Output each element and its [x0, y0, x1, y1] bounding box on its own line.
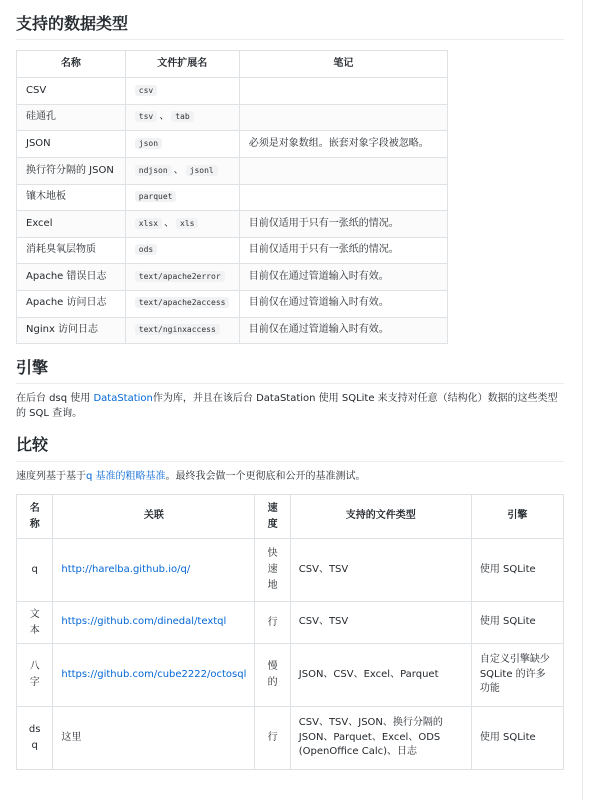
- extension-code: ods: [135, 244, 157, 255]
- tool-engine-cell: 使用 SQLite: [471, 539, 563, 602]
- tool-file-types-cell: CSV、TSV: [290, 602, 471, 644]
- tool-link-cell: [53, 539, 255, 602]
- tool-link[interactable]: http://harelba.github.io/q/: [61, 563, 191, 575]
- table-row: [17, 131, 448, 158]
- type-name-cell: Apache 错误日志: [17, 264, 126, 291]
- type-extension-cell: [125, 237, 239, 264]
- extension-separator: 、: [164, 217, 175, 229]
- table-row: [17, 290, 448, 317]
- tool-name-cell: [17, 539, 53, 602]
- column-header-extension: 文件扩展名: [125, 51, 239, 78]
- table-row: [17, 707, 564, 770]
- tool-engine-cell: 使用 SQLite: [471, 707, 563, 770]
- table-row: [17, 264, 448, 291]
- engine-text-before: 在后台 dsq 使用: [16, 393, 94, 405]
- tool-speed-cell: [255, 602, 290, 644]
- type-note-cell: 目前仅适用于只有一张纸的情况。: [239, 211, 447, 238]
- type-note-cell: [239, 157, 447, 184]
- type-name-cell: 镶木地板: [17, 184, 126, 211]
- supported-types-table: [16, 50, 448, 344]
- type-extension-cell: [125, 157, 239, 184]
- extension-code: jsonl: [186, 165, 218, 176]
- type-note-cell: [239, 184, 447, 211]
- type-note-cell: [239, 104, 447, 131]
- table-row: [17, 211, 448, 238]
- type-extension-cell: [125, 264, 239, 291]
- heading-supported-types: 支持的数据类型: [16, 0, 564, 40]
- type-note-cell: 目前仅在通过管道输入时有效。: [239, 290, 447, 317]
- type-note-cell: [239, 78, 447, 105]
- column-header-engine: 引擎: [471, 495, 563, 539]
- type-name-cell: JSON: [17, 131, 126, 158]
- tool-speed: 行: [267, 732, 278, 743]
- tool-file-types-cell: CSV、TSV、JSON、换行分隔的 JSON、Parquet、Excel、ODS (OpenOffice Calc)、日志: [290, 707, 471, 770]
- tool-link-cell: [53, 707, 255, 770]
- tool-name: 八字: [29, 661, 40, 688]
- table-row: [17, 157, 448, 184]
- type-extension-cell: [125, 317, 239, 344]
- type-note-cell: 目前仅在通过管道输入时有效。: [239, 264, 447, 291]
- type-note-cell: 必须是对象数组。嵌套对象字段被忽略。: [239, 131, 447, 158]
- tool-name: 文本: [29, 608, 40, 636]
- table-header-row: [17, 495, 564, 539]
- type-extension-cell: [125, 131, 239, 158]
- tool-file-types-cell: CSV、TSV: [290, 539, 471, 602]
- heading-engine: 引擎: [16, 356, 564, 384]
- benchmark-link[interactable]: q 基准的粗略基准: [86, 470, 166, 482]
- tool-speed: 行: [267, 616, 278, 628]
- extension-separator: 、: [173, 164, 184, 176]
- extension-code: csv: [135, 85, 157, 96]
- supported-types-body: [17, 78, 448, 344]
- extension-code: text/nginxaccess: [135, 324, 220, 335]
- table-header-row: [17, 51, 448, 78]
- tool-link[interactable]: https://github.com/dinedal/textql: [61, 616, 227, 628]
- tool-name-cell: [17, 644, 53, 707]
- heading-comparison: 比较: [16, 433, 564, 461]
- comparison-text-after: 。最终我会做一个更彻底和公开的基准测试。: [165, 470, 366, 482]
- type-extension-cell: [125, 211, 239, 238]
- table-row: [17, 644, 564, 707]
- type-extension-cell: [125, 104, 239, 131]
- type-note-cell: 目前仅在通过管道输入时有效。: [239, 317, 447, 344]
- engine-paragraph: [16, 392, 564, 421]
- extension-separator: 、: [159, 111, 170, 123]
- type-name-cell: Nginx 访问日志: [17, 317, 126, 344]
- table-row: [17, 184, 448, 211]
- table-row: [17, 237, 448, 264]
- type-name-cell: Excel: [17, 211, 126, 238]
- column-header-link: 关联: [53, 495, 255, 539]
- type-extension-cell: [125, 78, 239, 105]
- column-header-file-types: 支持的文件类型: [290, 495, 471, 539]
- column-header-notes: 笔记: [239, 51, 447, 78]
- column-header-name: 名称: [17, 51, 126, 78]
- column-header-name: 名称: [17, 495, 53, 539]
- extension-code: ndjson: [135, 165, 172, 176]
- engine-text-after: 作为库，并且在该后台 DataStation 使用 SQLite 来支持对任意（结构化）数据的这些类型的 SQL 查询。: [16, 393, 558, 419]
- extension-code: tsv: [135, 111, 157, 122]
- table-row: [17, 104, 448, 131]
- scroll-divider: [582, 0, 583, 800]
- tool-link[interactable]: https://github.com/cube2222/octosql: [61, 668, 247, 680]
- extension-code: text/apache2access: [135, 297, 230, 308]
- tool-file-types-cell: JSON、CSV、Excel、Parquet: [290, 644, 471, 707]
- extension-code: xls: [176, 218, 198, 229]
- type-name-cell: Apache 访问日志: [17, 290, 126, 317]
- tool-speed-cell: [255, 707, 290, 770]
- comparison-paragraph: [16, 470, 564, 485]
- tool-name-cell: [17, 602, 53, 644]
- table-row: [17, 317, 448, 344]
- extension-code: text/apache2error: [135, 271, 225, 282]
- tool-engine-cell: 自定义引擎缺少 SQLite 的许多功能: [471, 644, 563, 707]
- comparison-table: [16, 494, 564, 770]
- table-row: [17, 539, 564, 602]
- extension-code: xlsx: [135, 218, 162, 229]
- type-name-cell: CSV: [17, 78, 126, 105]
- tool-link-cell: [53, 602, 255, 644]
- type-name-cell: 消耗臭氧层物质: [17, 237, 126, 264]
- tool-speed-cell: [255, 644, 290, 707]
- tool-name: q: [31, 564, 38, 575]
- type-extension-cell: [125, 290, 239, 317]
- type-note-cell: 目前仅适用于只有一张纸的情况。: [239, 237, 447, 264]
- tool-name: dsq: [28, 724, 41, 751]
- tool-link-cell: [53, 644, 255, 707]
- column-header-speed: 速度: [255, 495, 290, 539]
- tool-name-cell: [17, 707, 53, 770]
- extension-code: tab: [171, 111, 193, 122]
- type-name-cell: 硅通孔: [17, 104, 126, 131]
- extension-code: parquet: [135, 191, 177, 202]
- tool-speed: 慢的: [267, 661, 278, 688]
- table-row: [17, 78, 448, 105]
- tool-speed: 快速地: [267, 548, 278, 591]
- comparison-body: [17, 539, 564, 770]
- comparison-text-before: 速度列基于基于: [16, 470, 86, 482]
- extension-code: json: [135, 138, 162, 149]
- tool-speed-cell: [255, 539, 290, 602]
- tool-link-text: 这里: [61, 731, 82, 743]
- type-extension-cell: [125, 184, 239, 211]
- tool-engine-cell: 使用 SQLite: [471, 602, 563, 644]
- type-name-cell: 换行符分隔的 JSON: [17, 157, 126, 184]
- datastation-link[interactable]: DataStation: [93, 393, 153, 405]
- table-row: [17, 602, 564, 644]
